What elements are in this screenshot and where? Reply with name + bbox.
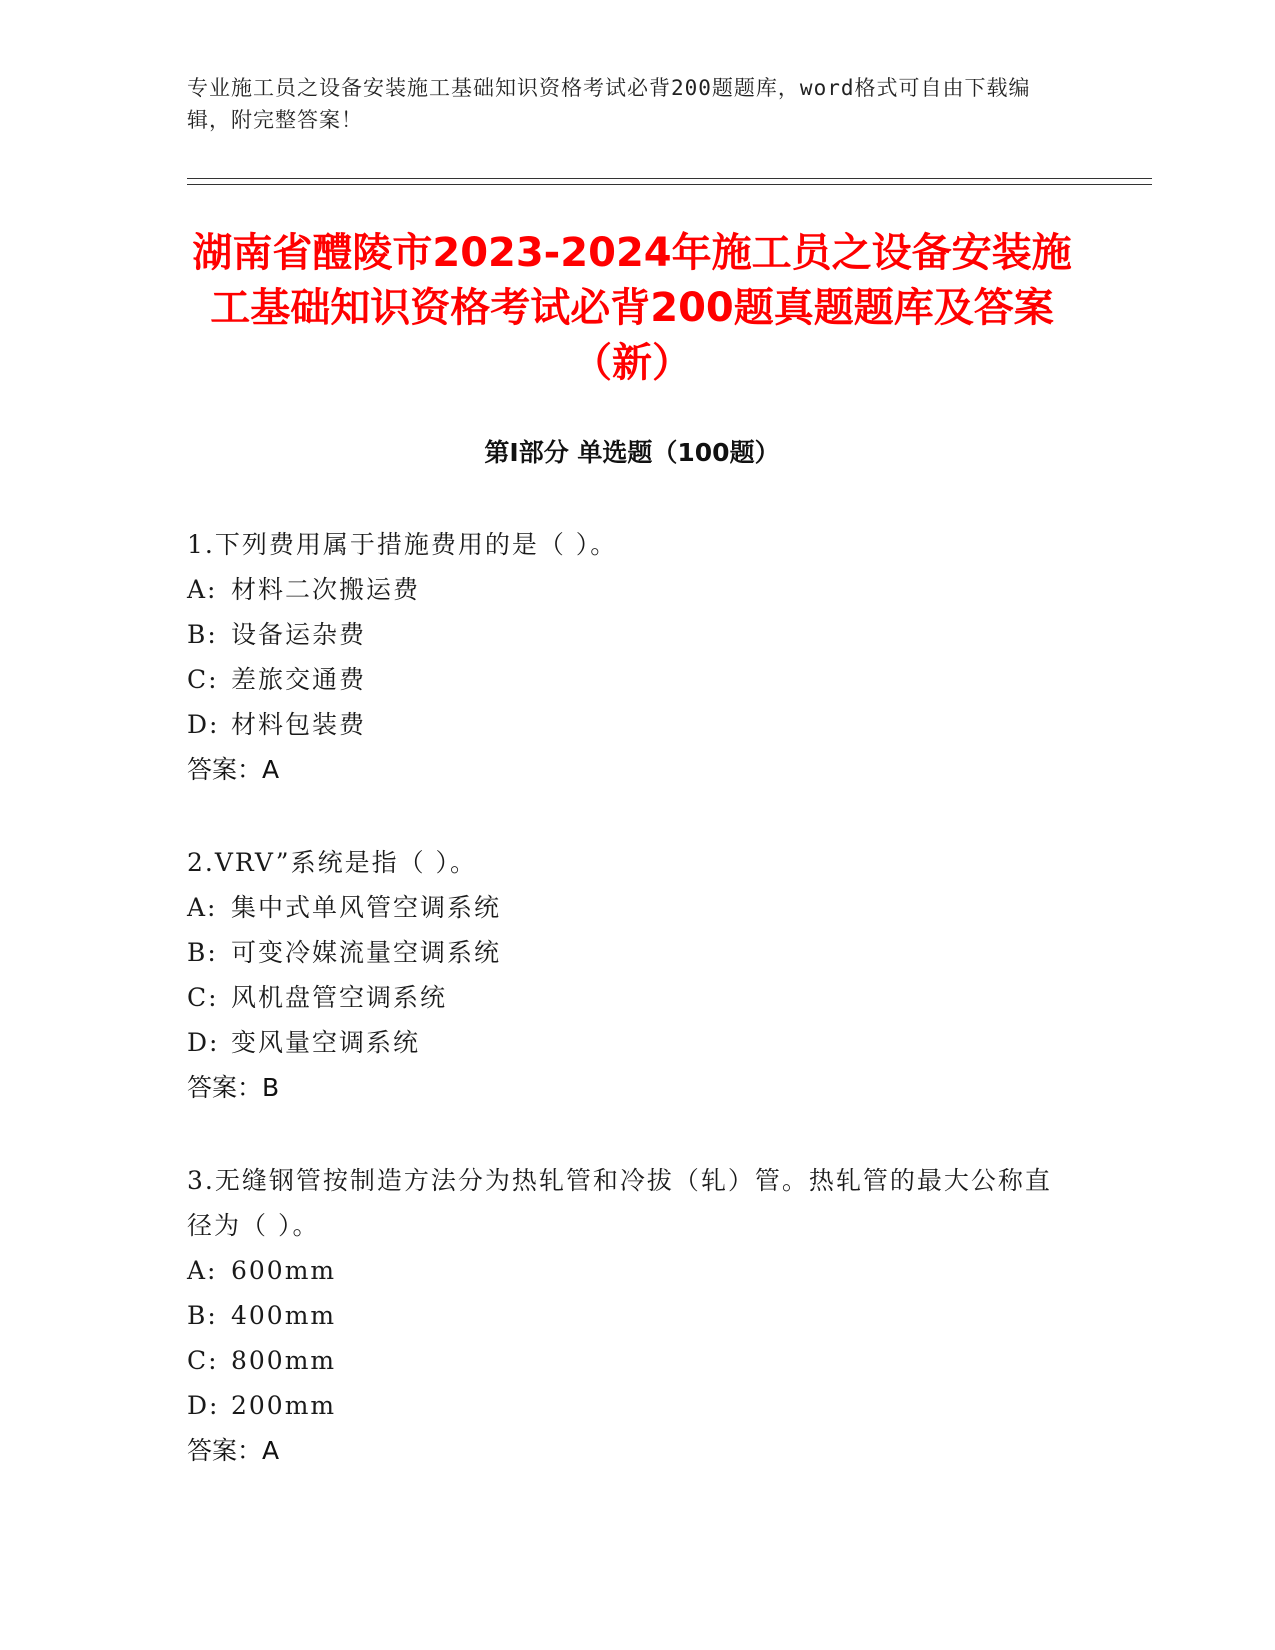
option-c — [187, 975, 1067, 1020]
document-title: 湖南省醴陵市2023-2024年施工员之设备安装施工基础知识资格考试必背200题真题题库及答案（新） — [192, 230, 1072, 386]
option-letter: C: — [187, 983, 219, 1012]
option-letter: D: — [187, 1391, 220, 1420]
header-divider-top — [187, 178, 1152, 179]
answer-line: 答案：B — [187, 1073, 280, 1102]
option-c — [187, 1338, 1067, 1383]
option-c — [187, 657, 1067, 702]
header-divider-bottom — [187, 184, 1152, 185]
option-text: 材料包装费 — [231, 710, 367, 739]
option-letter: D: — [187, 1028, 220, 1057]
option-d — [187, 1383, 1067, 1428]
option-text: 800mm — [231, 1346, 337, 1375]
option-letter: C: — [187, 1346, 219, 1375]
option-text: 风机盘管空调系统 — [231, 983, 448, 1012]
option-text: 材料二次搬运费 — [231, 575, 421, 604]
header-note: 专业施工员之设备安装施工基础知识资格考试必背200题题库，word格式可自由下载编辑，附完整答案！ — [187, 76, 1031, 132]
option-d — [187, 1020, 1067, 1065]
answer-line: 答案：A — [187, 1436, 280, 1465]
option-letter: D: — [187, 710, 220, 739]
option-b — [187, 930, 1067, 975]
option-text: 变风量空调系统 — [231, 1028, 421, 1057]
option-letter: A: — [187, 575, 218, 604]
option-d — [187, 702, 1067, 747]
option-text: 600mm — [231, 1256, 337, 1285]
option-text: 设备运杂费 — [231, 620, 367, 649]
option-text: 集中式单风管空调系统 — [231, 893, 502, 922]
option-a — [187, 885, 1067, 930]
option-letter: B: — [187, 938, 218, 967]
option-text: 差旅交通费 — [231, 665, 367, 694]
section-heading: 第Ⅰ部分 单选题（100题） — [484, 438, 780, 467]
option-a — [187, 567, 1067, 612]
option-b — [187, 1293, 1067, 1338]
option-letter: A: — [187, 893, 218, 922]
option-text: 可变冷媒流量空调系统 — [231, 938, 502, 967]
option-text: 200mm — [231, 1391, 337, 1420]
option-letter: A: — [187, 1256, 218, 1285]
option-text: 400mm — [231, 1301, 337, 1330]
question-stem: 2.VRV”系统是指（ ）。 — [187, 848, 478, 877]
option-letter: B: — [187, 1301, 218, 1330]
option-letter: B: — [187, 620, 218, 649]
question-item — [187, 1158, 1067, 1473]
option-a — [187, 1248, 1067, 1293]
answer-line: 答案：A — [187, 755, 280, 784]
option-letter: C: — [187, 665, 219, 694]
question-stem: 3.无缝钢管按制造方法分为热轧管和冷拔（轧）管。热轧管的最大公称直径为（ ）。 — [187, 1166, 1052, 1240]
option-b — [187, 612, 1067, 657]
question-stem: 1.下列费用属于措施费用的是（ ）。 — [187, 530, 618, 559]
question-item — [187, 522, 1067, 792]
question-item — [187, 840, 1067, 1110]
